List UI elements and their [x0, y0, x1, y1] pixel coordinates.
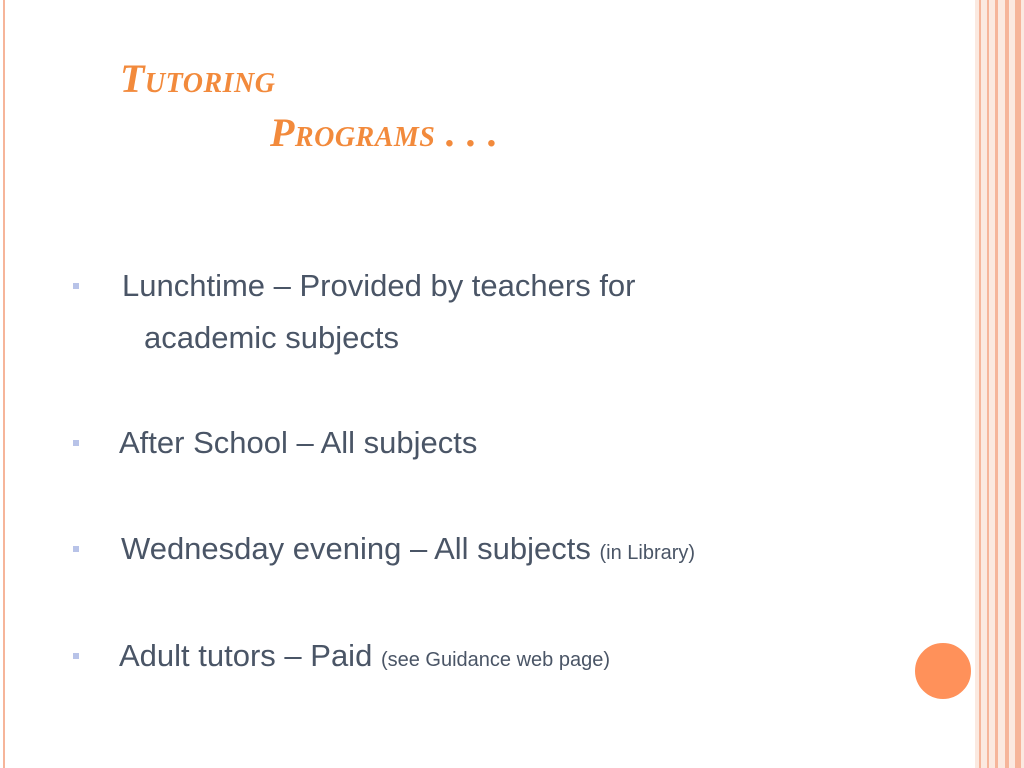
bullet-text-continuation: academic subjects — [144, 320, 400, 355]
band-stripe — [1015, 0, 1021, 768]
bullet-item — [122, 260, 636, 364]
title-line-1: Tutoring — [120, 56, 276, 101]
band-stripe — [979, 0, 981, 768]
square-bullet-icon — [73, 546, 79, 552]
bullet-text: Adult tutors – Paid — [119, 638, 373, 673]
square-bullet-icon — [73, 653, 79, 659]
bullet-note: (see Guidance web page) — [380, 649, 610, 671]
bullet-text: After School – All subjects — [119, 425, 478, 460]
square-bullet-icon — [73, 283, 79, 289]
bullet-item — [121, 523, 695, 579]
bullet-text: Wednesday evening – All subjects — [121, 531, 591, 566]
band-stripe — [1005, 0, 1009, 768]
bullet-note: (in Library) — [599, 542, 696, 564]
band-stripe — [987, 0, 989, 768]
right-decorative-band — [975, 0, 1024, 768]
square-bullet-icon — [73, 440, 79, 446]
band-stripe — [995, 0, 998, 768]
bullet-item — [119, 417, 477, 469]
title-line-2: Programs . . . — [270, 110, 499, 155]
bullet-text: Lunchtime – Provided by teachers for — [122, 268, 636, 303]
bullet-item — [119, 630, 610, 686]
